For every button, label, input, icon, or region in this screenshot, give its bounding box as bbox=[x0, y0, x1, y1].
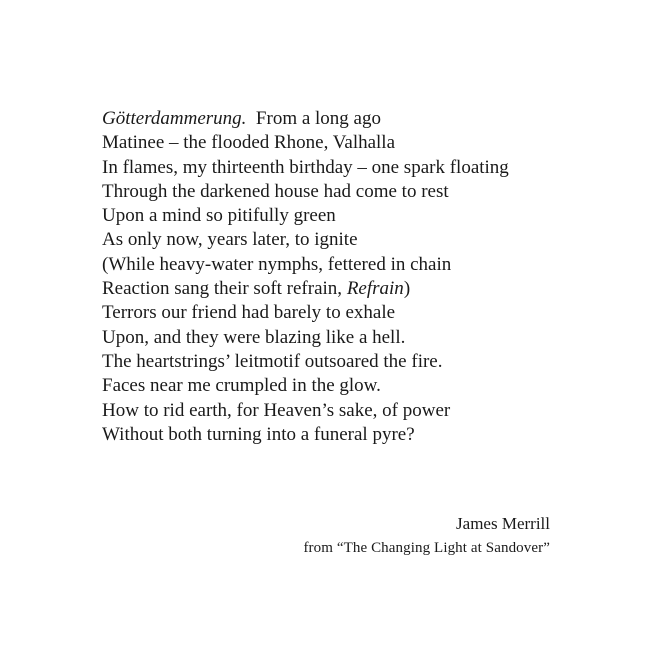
poem-line: How to rid earth, for Heaven’s sake, of power bbox=[102, 399, 451, 421]
poem-line: (While heavy-water nymphs, fettered in chain bbox=[102, 253, 452, 275]
poem-line bbox=[102, 277, 622, 301]
poem-line: In flames, my thirteenth birthday – one spark floating bbox=[102, 156, 509, 178]
poem-line: Matinee – the flooded Rhone, Valhalla bbox=[102, 132, 396, 154]
poem-line: As only now, years later, to ignite bbox=[102, 229, 358, 251]
poem-line: Upon a mind so pitifully green bbox=[102, 205, 336, 227]
poem-line bbox=[102, 107, 622, 131]
poem-line-italic: Götterdammerung. bbox=[102, 108, 247, 129]
poem-line: Through the darkened house had come to rest bbox=[102, 180, 449, 202]
poem-line-text: From a long ago bbox=[246, 108, 381, 129]
poem-line: Upon, and they were blazing like a hell. bbox=[102, 326, 406, 348]
poem-line-text-end: ) bbox=[403, 278, 411, 300]
poem-line-text: Reaction sang their soft refrain, bbox=[102, 278, 347, 300]
author-name: James Merrill bbox=[456, 514, 550, 533]
source-citation: from “The Changing Light at Sandover” bbox=[303, 540, 550, 556]
poem-line: Faces near me crumpled in the glow. bbox=[102, 375, 381, 397]
poem-body bbox=[102, 107, 622, 447]
poem-line: Terrors our friend had barely to exhale bbox=[102, 302, 396, 324]
poem-line-italic: Refrain bbox=[346, 278, 404, 300]
poem-line: Without both turning into a funeral pyre? bbox=[102, 423, 415, 445]
attribution bbox=[303, 512, 550, 560]
poem-line: The heartstrings’ leitmotif outsoared the fire. bbox=[102, 350, 443, 372]
